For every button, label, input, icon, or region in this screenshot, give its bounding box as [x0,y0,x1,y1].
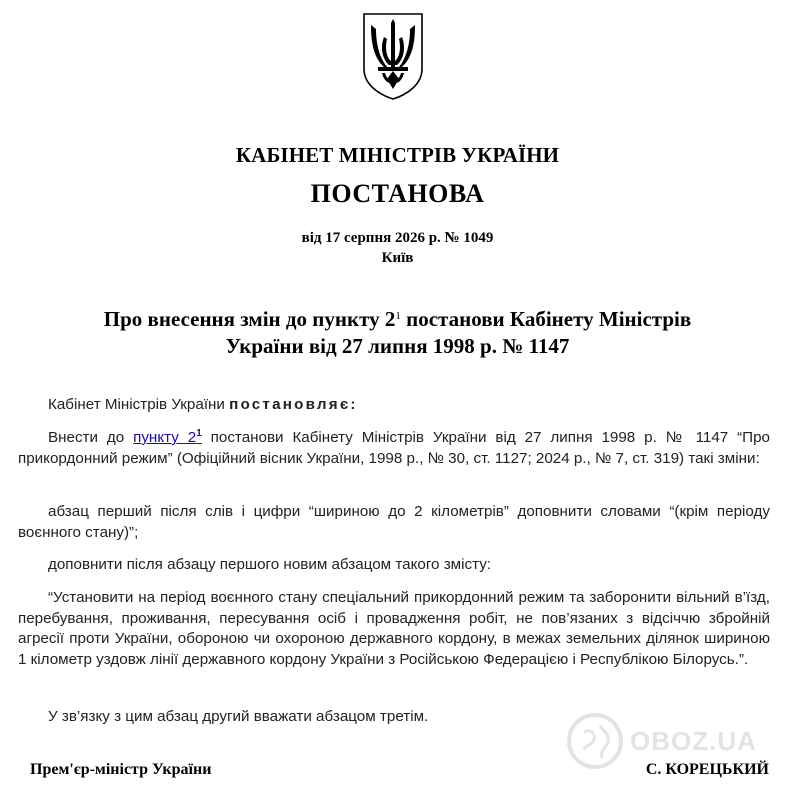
city: Київ [381,250,414,266]
decree-title [30,306,765,360]
document-type-heading: ПОСТАНОВА [310,179,485,208]
title-superscript: 1 [395,310,401,322]
watermark-text: OBOZ.UA [630,726,757,756]
paragraph-first-clause [18,502,770,543]
globe-logo-icon [566,712,624,770]
amend-rest: постанови Кабінету Міністрів України від 27 липня 1998 р. № 1147 “Про прикордонний режим” (Офіційний вісник України, 1998 р., № 30, ст. 1127; 2024 р., № 7, ст. 319) такі зміни: [18,429,770,467]
title-line1-start: Про внесення змін до пункту 2 [103,307,396,331]
paragraph-amend [18,428,770,469]
clause-link-superscript: 1 [196,428,202,439]
date-and-number: від 17 серпня 2026 р. № 1049 [301,230,494,246]
signatory-name: С. КОРЕЦЬКИЙ [645,761,769,778]
first-clause-text: абзац перший після слів і цифри “шириною до 2 кілометрів” доповнити словами “(крім періоду воєнного стану)”; [18,503,770,541]
clause-link[interactable] [133,429,202,446]
clause-link-text: пункту 2 [133,429,197,446]
amend-prefix: Внести до [48,429,134,446]
organization-heading: КАБІНЕТ МІНІСТРІВ УКРАЇНИ [235,143,560,167]
title-line1-end: постанови Кабінету Міністрів [400,307,692,331]
new-clause-text: “Установити на період воєнного стану спеціальний прикордонний режим та заборонити вільний в’їзд, перебування, проживання, пересування осіб і провадження робіт, не пов’язаних з відсіччю збройній агресії проти України, обороною чи охороною державного кордону, в межах земельних ділянок шириною 1 кілометр уздовж лінії державного кордону України з Російською Федерацією і Республікою Білорусь.”. [18,589,770,668]
resolves-keyword: постановляє: [229,396,358,413]
add-clause-text: доповнити після абзацу першого новим абзацом такого змісту: [48,556,492,573]
signatory-role: Прем'єр-міністр України [30,761,212,778]
title-line2: України від 27 липня 1998 р. № 1147 [225,334,570,358]
paragraph-resolves [18,395,770,416]
paragraph-new-clause [18,588,770,670]
paragraph-add-clause [18,555,770,576]
trident-coat-of-arms-icon [358,11,428,101]
resolves-prefix: Кабінет Міністрів України [48,396,230,413]
renumber-text: У зв’язку з цим абзац другий вважати абзацом третім. [48,708,429,725]
